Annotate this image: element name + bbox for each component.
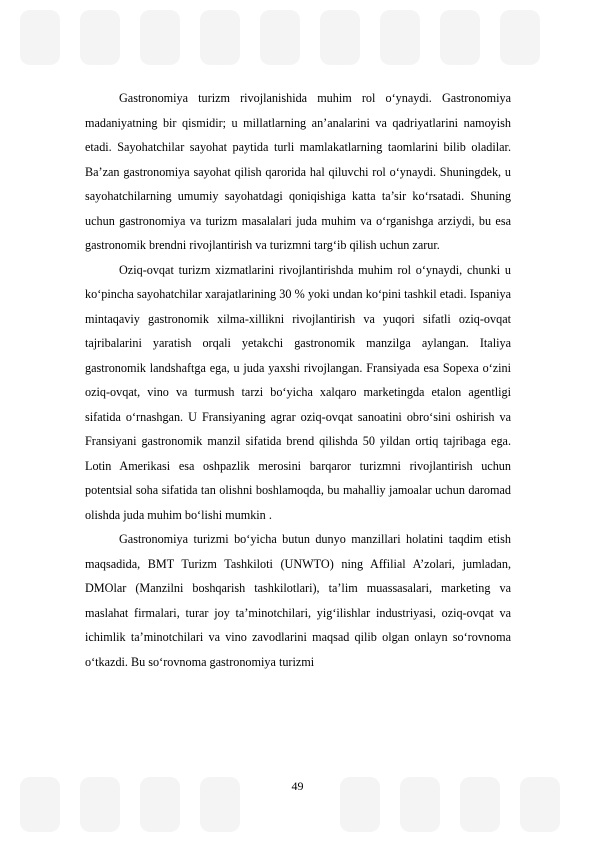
document-page — [85, 86, 511, 674]
paragraph-gastronomy-role: Gastronomiya turizm rivojlanishida muhim rol o‘ynaydi. Gastronomiya madaniyatning bir qismidir; u millatlarning an’analarini va qadriyatlarini namoyish etadi. Sayohatchilar sayohat paytida turli mamlakatlarning taomlarini bilib oladilar. Ba’zan gastronomiya sayohat qilish qarorida hal qiluvchi rol o‘ynaydi. Shuningdek, u sayohatchilarning umumiy sayohatdagi qoniqishiga katta ta’sir ko‘rsatadi. Shuning uchun gastronomiya va turizm masalalari juda muhim va o‘rganishga arziydi, bu esa gastronomik brendni rivojlantirish va turizmni targ‘ib qilish uchun zarur. — [85, 91, 511, 252]
page-number: 49 — [291, 779, 304, 793]
paragraph-food-tourism: Oziq-ovqat turizm xizmatlarini rivojlantirishda muhim rol o‘ynaydi, chunki u ko‘pincha sayohatchilar xarajatlarining 30 % yoki undan ko‘pini tashkil etadi. Ispaniya mintaqaviy gastronomik xilma-xillikni rivojlantirish va yuqori sifatli oziq-ovqat tajribalarini yaratish orqali yetakchi gastronomik manzilga aylangan. Italiya gastronomik landshaftga ega, u juda yaxshi rivojlangan. Fransiyada esa Sopexa o‘zini oziq-ovqat, vino va turmush tarzi bo‘yicha xalqaro marketingda etalon agentligi sifatida o‘rnashgan. U Fransiyaning agrar oziq-ovqat sanoatini obro‘sini oshirish va Fransiyani gastronomik manzil sifatida brend qilishda 50 yildan ortiq tajribaga ega. Lotin Amerikasi esa oshpazlik merosini barqaror turizmni rivojlantirish uchun potentsial soha sifatida tan olishni boshlamoqda, bu mahalliy jamoalar uchun daromad olishda juda muhim bo‘lishi mumkin . — [85, 262, 511, 522]
paragraph-unwto-survey: Gastronomiya turizmi bo‘yicha butun dunyo manzillari holatini taqdim etish maqsadida, BMT Turizm Tashkiloti (UNWTO) ning Affilial A’zolari, jumladan, DMOlar (Manzilni boshqarish tashkilotlari), ta’lim muassasalari, marketing va maslahat firmalari, turar joy ta’minotchilari, yig‘ilishlar industriyasi, oziq-ovqat va ichimlik ta’minotchilari va vino zavodlarini maqsad qilib olgan onlayn so‘rovnoma o‘tkazdi. Bu so‘rovnoma gastronomiya turizmi — [85, 532, 511, 669]
